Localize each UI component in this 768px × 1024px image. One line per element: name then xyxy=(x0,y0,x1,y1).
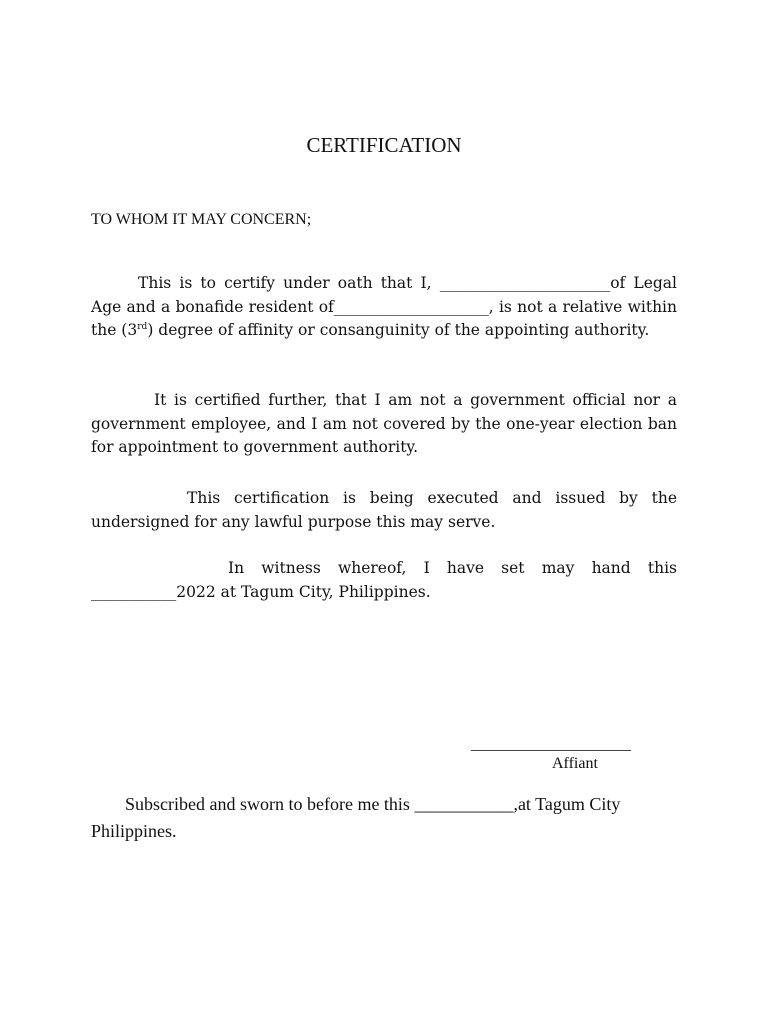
paragraph-witness: In witness whereof, I have set may hand this ___________2022 at Tagum City, Philippines. xyxy=(91,559,677,601)
paragraph-certified-further: It is certified further, that I am not a government official nor a government employee, and I am not covered by the one-year election ban for appointment to government authority. xyxy=(91,391,677,456)
paragraph-certify-oath-text: This is to certify under oath that I, ______________________of Legal Age and a bonafide resident of____________________, is not a relative within the (3 xyxy=(91,274,677,339)
paragraph-certify-oath xyxy=(91,272,677,343)
document-title: CERTIFICATION xyxy=(306,133,462,157)
signature-line: ____________________ xyxy=(471,736,631,753)
affiant-label: Affiant xyxy=(552,755,598,772)
paragraph-certify-oath-text-end: ) degree of affinity or consanguinity of the appointing authority. xyxy=(147,321,650,339)
salutation: TO WHOM IT MAY CONCERN; xyxy=(91,211,312,228)
ordinal-suffix: rd xyxy=(137,321,148,332)
paragraph-purpose: This certification is being executed and issued by the undersigned for any lawful purpose this may serve. xyxy=(91,489,677,531)
jurat-paragraph: Subscribed and sworn to before me this ___________,at Tagum City Philippines. xyxy=(91,794,621,841)
